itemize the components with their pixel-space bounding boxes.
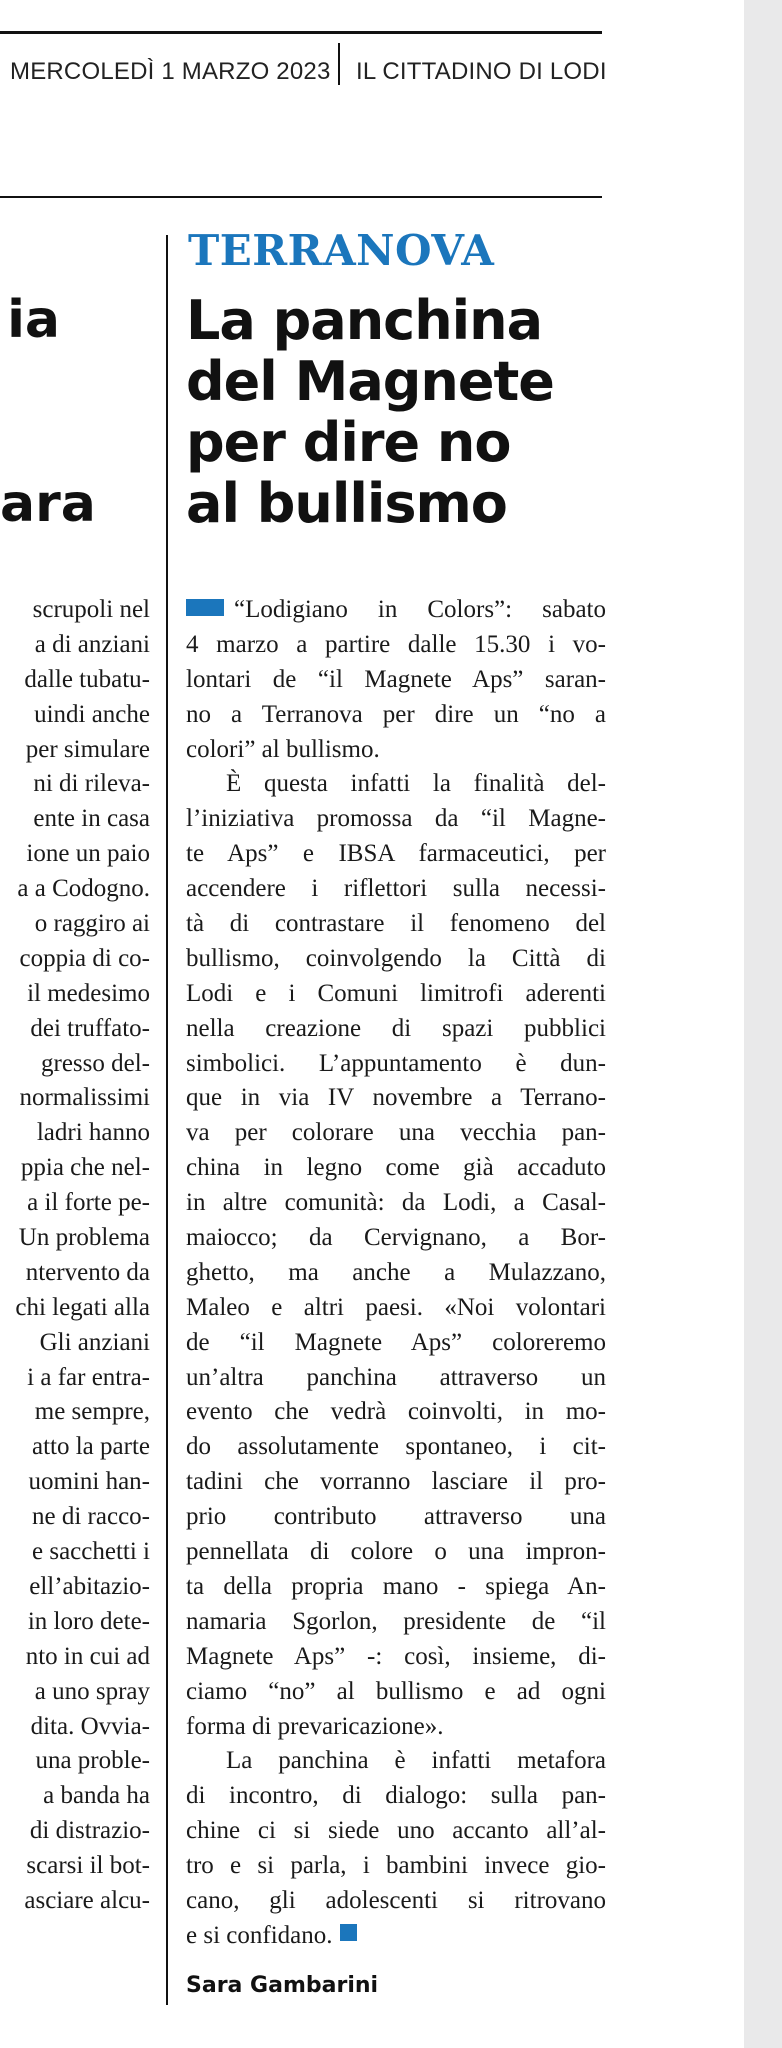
column-rule [166, 235, 168, 2005]
body-line-text: È questa infatti la finalità del- [226, 770, 606, 798]
left-column-line: il medesimo [27, 979, 150, 1007]
left-column-line: ne di racco- [32, 1503, 150, 1531]
body-line [186, 1675, 606, 1710]
left-column-line: e sacchetti i [32, 1538, 150, 1566]
body-line [186, 1849, 606, 1884]
body-line-text: bullismo, coinvolgendo la Città di [186, 944, 606, 972]
header-paper-name: IL CITTADINO DI LODI [356, 58, 607, 85]
section-rule [0, 196, 602, 198]
body-line [186, 698, 606, 733]
left-column-line: ente in casa [33, 805, 150, 833]
left-column-line: atto la parte [32, 1433, 150, 1461]
body-line-text: evento che vedrà coinvolti, in mo- [186, 1398, 606, 1426]
body-line [186, 733, 606, 768]
body-line-text: Magnete Aps” -: così, insieme, di- [186, 1642, 606, 1670]
body-line [186, 977, 606, 1012]
body-line [186, 837, 606, 872]
body-line [186, 1710, 606, 1745]
body-line-text: de “il Magnete Aps” coloreremo [186, 1328, 606, 1356]
left-column-line: Un problema [18, 1224, 150, 1252]
left-column-line: una proble- [35, 1747, 150, 1775]
body-line-text: va per colorare una vecchia pan- [186, 1119, 606, 1147]
left-column-line: uomini han- [28, 1468, 150, 1496]
body-line-text: Maleo e altri paesi. «Noi volontari [186, 1293, 606, 1321]
left-column-line: a di anziani [34, 630, 150, 658]
body-line-text: 4 marzo a partire dalle 15.30 i vo- [186, 630, 606, 658]
left-column-line: dita. Ovvia- [30, 1712, 150, 1740]
body-line-text: prio contributo attraverso una [186, 1503, 606, 1531]
body-line [186, 767, 606, 802]
body-line [186, 1779, 606, 1814]
page-margin-gray [744, 0, 782, 2048]
left-column-line: ione un paio [26, 840, 150, 868]
left-column-line: normalissimi [19, 1084, 150, 1112]
body-line [186, 1256, 606, 1291]
left-column-line: ntervento da [25, 1258, 150, 1286]
title-line: del Magnete [186, 350, 554, 413]
body-line [186, 1326, 606, 1361]
left-column-line: a a Codogno. [17, 875, 150, 903]
body-line [186, 907, 606, 942]
left-column-line: a uno spray [34, 1677, 150, 1705]
left-column-line: asciare alcu- [24, 1886, 150, 1914]
body-line [186, 1535, 606, 1570]
body-line-text: chine ci si siede uno accanto all’al- [186, 1817, 606, 1845]
left-column-line: ni di rileva- [33, 770, 150, 798]
body-line-text: te Aps” e IBSA farmaceutici, per [186, 840, 606, 868]
body-line-text: ciamo “no” al bullismo e ad ogni [186, 1677, 606, 1705]
body-line-text: maiocco; da Cervignano, a Bor- [186, 1224, 606, 1252]
body-line-text: e si confidano. [186, 1921, 333, 1949]
body-line-text: un’altra panchina attraverso un [186, 1363, 606, 1391]
header-separator [338, 43, 340, 85]
left-article-column [0, 593, 150, 1919]
article-kicker: TERRANOVA [188, 226, 495, 275]
body-line-text: in altre comunità: da Lodi, a Casal- [186, 1189, 606, 1217]
body-line [186, 663, 606, 698]
body-line [186, 1186, 606, 1221]
body-line-text: china in legno come già accaduto [186, 1154, 606, 1182]
body-line-text: di incontro, di dialogo: sulla pan- [186, 1782, 606, 1810]
body-line [186, 1500, 606, 1535]
body-line-text: tadini che vorranno lasciare il pro- [186, 1468, 606, 1496]
left-column-line: in loro dete- [27, 1607, 150, 1635]
left-column-line: scarsi il bot- [26, 1852, 150, 1880]
body-line-text: colori” al bullismo. [186, 735, 380, 763]
body-line [186, 1814, 606, 1849]
body-line-text: lontari de “il Magnete Aps” saran- [186, 665, 606, 693]
body-line [186, 1151, 606, 1186]
body-line-text: tro e si parla, i bambini invece gio- [186, 1852, 606, 1880]
left-headline-fragment: ia [7, 290, 60, 350]
body-line [186, 802, 606, 837]
body-line [186, 1361, 606, 1396]
article-title [186, 290, 626, 534]
body-line [186, 1605, 606, 1640]
left-column-line: gresso del- [41, 1049, 150, 1077]
left-column-line: per simulare [25, 735, 150, 763]
left-column-line: i a far entra- [27, 1363, 150, 1391]
title-line: per dire no [186, 411, 511, 474]
body-line [186, 1012, 606, 1047]
body-line [186, 1116, 606, 1151]
body-line [186, 1081, 606, 1116]
body-line [186, 1291, 606, 1326]
body-line-text: simbolici. L’appuntamento è dun- [186, 1049, 606, 1077]
left-column-line: dei truffato- [30, 1014, 150, 1042]
body-line [186, 1919, 606, 1954]
title-line: La panchina [186, 289, 543, 352]
body-line [186, 628, 606, 663]
body-line-text: ta della propria mano - spiega An- [186, 1572, 606, 1600]
left-column-line: coppia di co- [19, 944, 150, 972]
body-line [186, 1221, 606, 1256]
body-line [186, 1744, 606, 1779]
body-line-text: pennellata di colore o una impron- [186, 1538, 606, 1566]
left-column-line: a il forte pe- [27, 1189, 150, 1217]
body-line [186, 1884, 606, 1919]
header-date: MERCOLEDÌ 1 MARZO 2023 [10, 58, 331, 85]
body-line [186, 1465, 606, 1500]
body-line [186, 1430, 606, 1465]
body-line [186, 1395, 606, 1430]
body-line-text: La panchina è infatti metafora [226, 1747, 606, 1775]
body-line-text: forma di prevaricazione». [186, 1712, 444, 1740]
body-line-text: ghetto, ma anche a Mulazzano, [186, 1258, 606, 1286]
body-line-text: nella creazione di spazi pubblici [186, 1014, 606, 1042]
left-column-line: nto in cui ad [25, 1642, 150, 1670]
body-line [186, 1047, 606, 1082]
body-line-text: cano, gli adolescenti si ritrovano [186, 1886, 606, 1914]
left-column-line: me sempre, [34, 1398, 150, 1426]
body-line-text: no a Terranova per dire un “no a [186, 700, 606, 728]
body-line-text: tà di contrastare il fenomeno del [186, 910, 606, 938]
left-column-line: Gli anziani [39, 1328, 150, 1356]
article-body [186, 593, 606, 1954]
body-line-text: do assolutamente spontaneo, i cit- [186, 1433, 606, 1461]
body-line [186, 593, 606, 628]
body-line-text: Lodi e i Comuni limitrofi aderenti [186, 979, 606, 1007]
left-column-line: scrupoli nel [32, 596, 150, 623]
body-line [186, 1570, 606, 1605]
body-line-text: namaria Sgorlon, presidente de “il [186, 1607, 606, 1635]
body-line-text: l’iniziativa promossa da “il Magne- [186, 805, 606, 833]
body-line-text: que in via IV novembre a Terrano- [186, 1084, 606, 1112]
left-column-line: o raggiro ai [34, 910, 150, 938]
article-end-marker-icon [340, 1924, 357, 1941]
left-column-line: chi legati alla [15, 1293, 150, 1321]
article-byline: Sara Gambarini [186, 1973, 379, 1998]
left-column-line: a banda ha [43, 1782, 150, 1810]
body-line-text: accendere i riflettori sulla necessi- [186, 875, 606, 903]
article-start-marker-icon [186, 599, 224, 616]
left-column-line: uindi anche [34, 700, 150, 728]
left-column-line: dalle tubatu- [24, 665, 150, 693]
body-line-text: “Lodigiano in Colors”: sabato [234, 596, 606, 623]
left-column-line: ladri hanno [36, 1119, 150, 1147]
title-line: al bullismo [186, 472, 507, 535]
body-line [186, 872, 606, 907]
left-headline-fragment: ara [0, 474, 96, 534]
top-rule [0, 31, 602, 34]
left-column-line: di distrazio- [29, 1817, 150, 1845]
left-column-line: ell’abitazio- [29, 1572, 150, 1600]
left-column-line: ppia che nel- [20, 1154, 150, 1182]
body-line [186, 1640, 606, 1675]
body-line [186, 942, 606, 977]
